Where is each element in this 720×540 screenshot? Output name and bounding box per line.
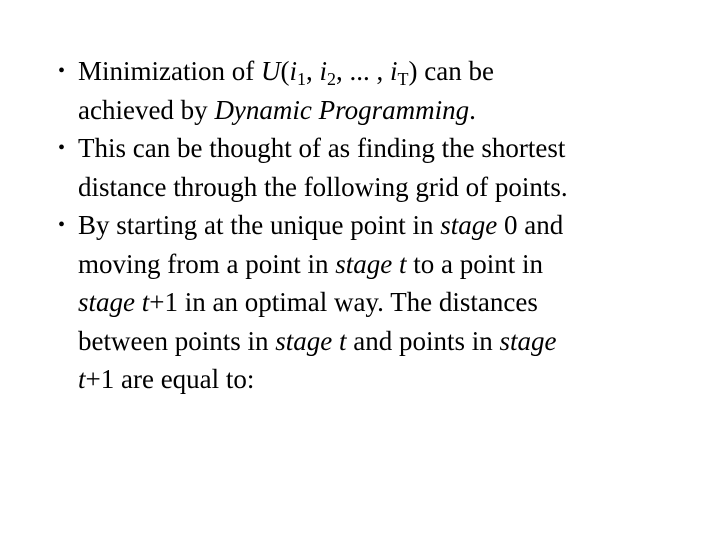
math-symbol: U xyxy=(260,56,281,86)
bullet-line xyxy=(78,91,698,130)
bullet-line xyxy=(78,360,698,399)
bullet-line xyxy=(78,206,698,245)
bullet-line xyxy=(78,322,698,361)
italic-term: stage t xyxy=(335,248,407,279)
bullet-item-stages xyxy=(58,206,698,399)
text-run: moving from a point in xyxy=(78,248,336,279)
bullet-line: This can be thought of as finding the shortest xyxy=(78,133,566,163)
text-run: +1 are equal to: xyxy=(85,364,255,394)
bullet-line xyxy=(78,245,698,284)
math-subscript: 2 xyxy=(327,69,337,89)
text-run: By starting at the unique point in xyxy=(78,210,441,240)
text-run: between points in xyxy=(78,325,276,356)
bullet-item-minimization xyxy=(58,52,698,129)
text-run: 0 and xyxy=(497,210,564,240)
italic-term: stage xyxy=(440,210,498,240)
math-subscript: 1 xyxy=(297,69,306,89)
text-run: achieved by xyxy=(78,94,215,125)
italic-term: stage xyxy=(499,325,557,356)
bullet-line xyxy=(78,283,698,322)
text-run: and points in xyxy=(346,325,500,356)
math-subscript: T xyxy=(397,69,409,89)
bullet-icon: • xyxy=(58,137,66,159)
math-symbol: i xyxy=(319,56,328,86)
text-run: Minimization of xyxy=(78,56,261,86)
bullet-item-shortest-distance xyxy=(58,129,698,206)
math-symbol: i xyxy=(390,56,398,86)
bullet-icon: • xyxy=(58,60,66,82)
text-run: , ... , xyxy=(336,56,391,86)
text-run: +1 in an optimal way. The distances xyxy=(149,287,538,317)
italic-term: t xyxy=(78,364,86,394)
text-run: , xyxy=(306,56,320,86)
italic-term: Dynamic Programming xyxy=(214,94,470,125)
bullet-line: distance through the following grid of points. xyxy=(78,171,568,202)
italic-term: stage t xyxy=(275,325,347,356)
bullet-line xyxy=(78,52,698,91)
italic-term: stage t xyxy=(78,287,150,317)
text-run: ) can be xyxy=(408,56,494,86)
text-run: . xyxy=(469,94,476,125)
bullet-icon: • xyxy=(58,214,66,236)
bullet-list xyxy=(58,52,698,399)
text-run: to a point in xyxy=(406,248,543,279)
text-run: ( xyxy=(280,56,290,86)
math-symbol: i xyxy=(289,56,297,86)
